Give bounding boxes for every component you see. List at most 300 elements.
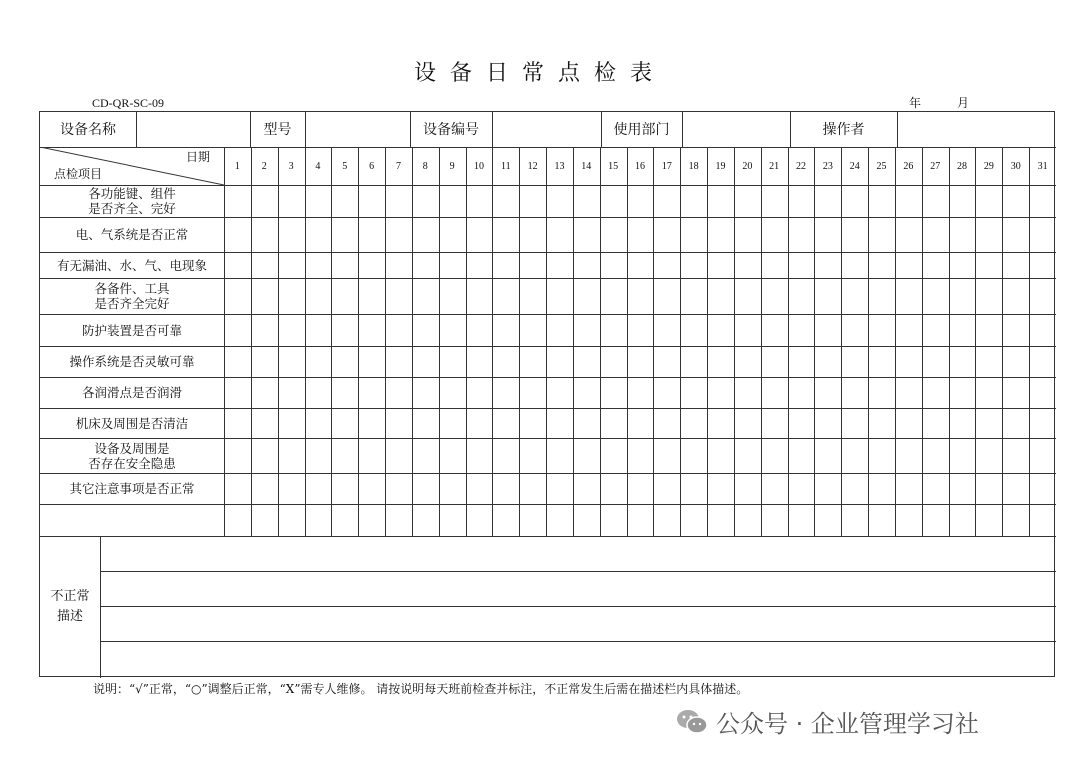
check-cell[interactable]: [707, 408, 734, 438]
check-cell[interactable]: [546, 346, 573, 377]
check-cell[interactable]: [734, 346, 761, 377]
check-cell[interactable]: [1029, 185, 1056, 217]
check-cell[interactable]: [1002, 185, 1029, 217]
check-cell[interactable]: [680, 438, 707, 473]
check-cell[interactable]: [761, 438, 788, 473]
check-cell[interactable]: [492, 252, 519, 278]
check-cell[interactable]: [224, 504, 251, 536]
check-cell[interactable]: [600, 217, 627, 252]
check-cell[interactable]: [492, 473, 519, 504]
check-cell[interactable]: [788, 278, 815, 314]
check-cell[interactable]: [546, 504, 573, 536]
check-cell[interactable]: [1002, 408, 1029, 438]
check-cell[interactable]: [331, 473, 358, 504]
check-cell[interactable]: [653, 314, 680, 346]
check-cell[interactable]: [949, 408, 976, 438]
check-cell[interactable]: [868, 408, 895, 438]
check-cell[interactable]: [1002, 252, 1029, 278]
check-cell[interactable]: [224, 473, 251, 504]
check-cell[interactable]: [734, 473, 761, 504]
check-cell[interactable]: [707, 278, 734, 314]
header-field-value[interactable]: [682, 112, 790, 147]
check-cell[interactable]: [358, 377, 385, 408]
check-cell[interactable]: [734, 408, 761, 438]
check-cell[interactable]: [653, 408, 680, 438]
check-cell[interactable]: [841, 408, 868, 438]
check-cell[interactable]: [412, 217, 439, 252]
check-cell[interactable]: [224, 252, 251, 278]
check-cell[interactable]: [922, 185, 949, 217]
check-cell[interactable]: [680, 408, 707, 438]
check-cell[interactable]: [600, 278, 627, 314]
check-cell[interactable]: [331, 438, 358, 473]
check-cell[interactable]: [492, 278, 519, 314]
check-cell[interactable]: [627, 377, 654, 408]
check-cell[interactable]: [975, 314, 1002, 346]
check-cell[interactable]: [1002, 438, 1029, 473]
check-cell[interactable]: [412, 346, 439, 377]
check-cell[interactable]: [814, 504, 841, 536]
check-cell[interactable]: [734, 314, 761, 346]
check-cell[interactable]: [492, 217, 519, 252]
check-cell[interactable]: [546, 314, 573, 346]
check-cell[interactable]: [975, 217, 1002, 252]
check-cell[interactable]: [788, 504, 815, 536]
check-cell[interactable]: [814, 217, 841, 252]
abnormal-description-line[interactable]: [100, 606, 1056, 641]
check-cell[interactable]: [949, 217, 976, 252]
check-cell[interactable]: [412, 377, 439, 408]
check-cell[interactable]: [331, 408, 358, 438]
check-cell[interactable]: [278, 252, 305, 278]
check-cell[interactable]: [868, 314, 895, 346]
check-cell[interactable]: [600, 438, 627, 473]
check-cell[interactable]: [600, 377, 627, 408]
check-cell[interactable]: [949, 346, 976, 377]
check-cell[interactable]: [895, 377, 922, 408]
check-cell[interactable]: [814, 185, 841, 217]
check-cell[interactable]: [734, 377, 761, 408]
check-cell[interactable]: [358, 217, 385, 252]
check-cell[interactable]: [492, 438, 519, 473]
check-cell[interactable]: [573, 438, 600, 473]
check-cell[interactable]: [680, 473, 707, 504]
header-field-value[interactable]: [305, 112, 410, 147]
check-cell[interactable]: [949, 377, 976, 408]
check-cell[interactable]: [975, 504, 1002, 536]
check-cell[interactable]: [707, 377, 734, 408]
check-cell[interactable]: [707, 438, 734, 473]
check-cell[interactable]: [412, 408, 439, 438]
check-cell[interactable]: [546, 438, 573, 473]
check-cell[interactable]: [761, 377, 788, 408]
check-cell[interactable]: [788, 346, 815, 377]
check-cell[interactable]: [278, 408, 305, 438]
check-cell[interactable]: [439, 278, 466, 314]
check-cell[interactable]: [439, 504, 466, 536]
check-cell[interactable]: [975, 438, 1002, 473]
check-cell[interactable]: [492, 314, 519, 346]
check-cell[interactable]: [895, 346, 922, 377]
check-cell[interactable]: [600, 252, 627, 278]
check-cell[interactable]: [922, 278, 949, 314]
check-cell[interactable]: [573, 185, 600, 217]
check-cell[interactable]: [439, 217, 466, 252]
check-cell[interactable]: [573, 473, 600, 504]
check-cell[interactable]: [519, 346, 546, 377]
check-cell[interactable]: [1002, 346, 1029, 377]
check-cell[interactable]: [385, 314, 412, 346]
check-cell[interactable]: [439, 408, 466, 438]
check-cell[interactable]: [573, 504, 600, 536]
check-cell[interactable]: [761, 408, 788, 438]
check-cell[interactable]: [466, 504, 493, 536]
check-cell[interactable]: [305, 346, 332, 377]
check-cell[interactable]: [251, 408, 278, 438]
check-cell[interactable]: [627, 278, 654, 314]
check-cell[interactable]: [546, 377, 573, 408]
check-cell[interactable]: [278, 504, 305, 536]
check-cell[interactable]: [975, 473, 1002, 504]
check-cell[interactable]: [573, 217, 600, 252]
check-cell[interactable]: [734, 278, 761, 314]
check-cell[interactable]: [412, 185, 439, 217]
check-cell[interactable]: [761, 185, 788, 217]
check-cell[interactable]: [707, 314, 734, 346]
header-field-value[interactable]: [492, 112, 601, 147]
check-cell[interactable]: [895, 278, 922, 314]
check-cell[interactable]: [734, 504, 761, 536]
check-cell[interactable]: [519, 217, 546, 252]
check-cell[interactable]: [439, 314, 466, 346]
check-cell[interactable]: [680, 252, 707, 278]
check-cell[interactable]: [466, 377, 493, 408]
check-cell[interactable]: [466, 346, 493, 377]
check-cell[interactable]: [788, 217, 815, 252]
check-cell[interactable]: [492, 408, 519, 438]
check-cell[interactable]: [949, 185, 976, 217]
check-cell[interactable]: [627, 252, 654, 278]
check-cell[interactable]: [492, 504, 519, 536]
check-cell[interactable]: [975, 377, 1002, 408]
check-cell[interactable]: [1029, 252, 1056, 278]
check-cell[interactable]: [358, 185, 385, 217]
check-cell[interactable]: [922, 346, 949, 377]
check-cell[interactable]: [305, 278, 332, 314]
check-cell[interactable]: [1002, 504, 1029, 536]
check-cell[interactable]: [519, 438, 546, 473]
check-cell[interactable]: [600, 346, 627, 377]
check-cell[interactable]: [627, 438, 654, 473]
check-cell[interactable]: [251, 252, 278, 278]
check-cell[interactable]: [868, 438, 895, 473]
check-cell[interactable]: [761, 504, 788, 536]
check-cell[interactable]: [305, 217, 332, 252]
check-cell[interactable]: [412, 278, 439, 314]
check-cell[interactable]: [519, 473, 546, 504]
check-cell[interactable]: [305, 185, 332, 217]
check-cell[interactable]: [519, 252, 546, 278]
check-cell[interactable]: [224, 185, 251, 217]
check-cell[interactable]: [358, 278, 385, 314]
check-cell[interactable]: [949, 504, 976, 536]
check-cell[interactable]: [761, 314, 788, 346]
check-cell[interactable]: [519, 377, 546, 408]
check-cell[interactable]: [385, 438, 412, 473]
abnormal-description-line[interactable]: [100, 571, 1056, 606]
check-cell[interactable]: [224, 346, 251, 377]
check-cell[interactable]: [251, 346, 278, 377]
check-cell[interactable]: [331, 314, 358, 346]
check-cell[interactable]: [305, 438, 332, 473]
check-cell[interactable]: [305, 408, 332, 438]
check-cell[interactable]: [653, 377, 680, 408]
check-cell[interactable]: [358, 314, 385, 346]
check-cell[interactable]: [949, 278, 976, 314]
abnormal-description-line[interactable]: [100, 536, 1056, 571]
check-cell[interactable]: [868, 278, 895, 314]
check-cell[interactable]: [841, 473, 868, 504]
check-cell[interactable]: [949, 252, 976, 278]
check-cell[interactable]: [600, 185, 627, 217]
check-cell[interactable]: [680, 377, 707, 408]
check-cell[interactable]: [895, 473, 922, 504]
check-cell[interactable]: [707, 473, 734, 504]
check-cell[interactable]: [224, 408, 251, 438]
check-cell[interactable]: [358, 438, 385, 473]
check-cell[interactable]: [1029, 278, 1056, 314]
check-cell[interactable]: [1002, 314, 1029, 346]
check-cell[interactable]: [868, 346, 895, 377]
check-cell[interactable]: [251, 314, 278, 346]
check-cell[interactable]: [305, 377, 332, 408]
check-cell[interactable]: [814, 314, 841, 346]
check-cell[interactable]: [466, 408, 493, 438]
check-cell[interactable]: [251, 185, 278, 217]
check-cell[interactable]: [627, 217, 654, 252]
check-cell[interactable]: [922, 504, 949, 536]
check-cell[interactable]: [922, 408, 949, 438]
check-cell[interactable]: [680, 278, 707, 314]
check-cell[interactable]: [680, 504, 707, 536]
check-cell[interactable]: [331, 377, 358, 408]
check-cell[interactable]: [224, 377, 251, 408]
check-cell[interactable]: [1029, 438, 1056, 473]
check-cell[interactable]: [278, 438, 305, 473]
check-cell[interactable]: [439, 438, 466, 473]
check-cell[interactable]: [358, 346, 385, 377]
check-cell[interactable]: [841, 346, 868, 377]
check-cell[interactable]: [868, 252, 895, 278]
check-cell[interactable]: [949, 314, 976, 346]
check-cell[interactable]: [466, 314, 493, 346]
check-cell[interactable]: [922, 252, 949, 278]
check-cell[interactable]: [707, 185, 734, 217]
check-cell[interactable]: [653, 346, 680, 377]
check-cell[interactable]: [1029, 377, 1056, 408]
check-cell[interactable]: [385, 346, 412, 377]
check-cell[interactable]: [653, 185, 680, 217]
check-cell[interactable]: [251, 377, 278, 408]
check-cell[interactable]: [573, 252, 600, 278]
check-cell[interactable]: [895, 185, 922, 217]
check-cell[interactable]: [305, 252, 332, 278]
check-cell[interactable]: [439, 346, 466, 377]
check-cell[interactable]: [975, 346, 1002, 377]
check-cell[interactable]: [975, 252, 1002, 278]
check-cell[interactable]: [868, 217, 895, 252]
check-cell[interactable]: [734, 438, 761, 473]
check-cell[interactable]: [975, 185, 1002, 217]
check-cell[interactable]: [278, 185, 305, 217]
check-cell[interactable]: [868, 473, 895, 504]
check-cell[interactable]: [546, 252, 573, 278]
check-cell[interactable]: [868, 185, 895, 217]
check-cell[interactable]: [627, 504, 654, 536]
check-cell[interactable]: [680, 185, 707, 217]
check-cell[interactable]: [573, 314, 600, 346]
check-cell[interactable]: [653, 278, 680, 314]
check-cell[interactable]: [814, 346, 841, 377]
check-cell[interactable]: [385, 252, 412, 278]
check-cell[interactable]: [653, 252, 680, 278]
abnormal-description-line[interactable]: [100, 641, 1056, 678]
check-cell[interactable]: [331, 504, 358, 536]
check-cell[interactable]: [841, 252, 868, 278]
check-cell[interactable]: [627, 314, 654, 346]
check-cell[interactable]: [707, 217, 734, 252]
check-cell[interactable]: [788, 473, 815, 504]
check-cell[interactable]: [653, 438, 680, 473]
check-cell[interactable]: [278, 377, 305, 408]
check-cell[interactable]: [600, 408, 627, 438]
check-cell[interactable]: [1002, 217, 1029, 252]
check-cell[interactable]: [358, 408, 385, 438]
check-cell[interactable]: [841, 504, 868, 536]
check-cell[interactable]: [492, 346, 519, 377]
check-cell[interactable]: [331, 346, 358, 377]
check-cell[interactable]: [385, 504, 412, 536]
check-cell[interactable]: [358, 252, 385, 278]
check-cell[interactable]: [949, 438, 976, 473]
check-cell[interactable]: [546, 278, 573, 314]
check-cell[interactable]: [841, 217, 868, 252]
check-cell[interactable]: [1002, 377, 1029, 408]
check-cell[interactable]: [680, 346, 707, 377]
check-cell[interactable]: [788, 438, 815, 473]
check-cell[interactable]: [788, 377, 815, 408]
check-cell[interactable]: [1029, 504, 1056, 536]
check-cell[interactable]: [439, 377, 466, 408]
check-cell[interactable]: [331, 252, 358, 278]
check-cell[interactable]: [1029, 473, 1056, 504]
check-cell[interactable]: [251, 278, 278, 314]
check-cell[interactable]: [385, 185, 412, 217]
check-cell[interactable]: [707, 252, 734, 278]
header-field-value[interactable]: [136, 112, 250, 147]
check-cell[interactable]: [868, 504, 895, 536]
check-cell[interactable]: [224, 314, 251, 346]
header-field-value[interactable]: [897, 112, 1056, 147]
check-cell[interactable]: [841, 377, 868, 408]
check-cell[interactable]: [358, 473, 385, 504]
check-cell[interactable]: [975, 278, 1002, 314]
check-cell[interactable]: [278, 278, 305, 314]
check-cell[interactable]: [895, 408, 922, 438]
check-cell[interactable]: [492, 377, 519, 408]
check-cell[interactable]: [412, 252, 439, 278]
check-cell[interactable]: [707, 346, 734, 377]
check-cell[interactable]: [922, 377, 949, 408]
check-cell[interactable]: [251, 438, 278, 473]
check-cell[interactable]: [331, 185, 358, 217]
check-cell[interactable]: [788, 185, 815, 217]
check-cell[interactable]: [895, 438, 922, 473]
check-cell[interactable]: [466, 252, 493, 278]
check-cell[interactable]: [519, 504, 546, 536]
check-cell[interactable]: [573, 346, 600, 377]
check-cell[interactable]: [439, 252, 466, 278]
check-cell[interactable]: [251, 473, 278, 504]
check-cell[interactable]: [466, 473, 493, 504]
check-cell[interactable]: [224, 438, 251, 473]
check-cell[interactable]: [895, 314, 922, 346]
check-cell[interactable]: [224, 217, 251, 252]
check-cell[interactable]: [895, 252, 922, 278]
check-cell[interactable]: [627, 408, 654, 438]
check-cell[interactable]: [466, 217, 493, 252]
check-cell[interactable]: [627, 346, 654, 377]
check-cell[interactable]: [1029, 314, 1056, 346]
check-cell[interactable]: [841, 278, 868, 314]
check-cell[interactable]: [895, 217, 922, 252]
check-cell[interactable]: [358, 504, 385, 536]
check-cell[interactable]: [412, 314, 439, 346]
check-cell[interactable]: [761, 217, 788, 252]
check-cell[interactable]: [466, 185, 493, 217]
check-cell[interactable]: [573, 278, 600, 314]
check-cell[interactable]: [1029, 217, 1056, 252]
check-cell[interactable]: [949, 473, 976, 504]
check-cell[interactable]: [305, 504, 332, 536]
check-cell[interactable]: [305, 473, 332, 504]
check-cell[interactable]: [761, 252, 788, 278]
check-cell[interactable]: [1002, 278, 1029, 314]
check-cell[interactable]: [895, 504, 922, 536]
check-cell[interactable]: [922, 217, 949, 252]
check-cell[interactable]: [841, 185, 868, 217]
check-cell[interactable]: [627, 185, 654, 217]
check-cell[interactable]: [278, 473, 305, 504]
check-cell[interactable]: [788, 314, 815, 346]
check-cell[interactable]: [519, 314, 546, 346]
check-cell[interactable]: [519, 408, 546, 438]
check-cell[interactable]: [385, 408, 412, 438]
check-cell[interactable]: [922, 438, 949, 473]
check-cell[interactable]: [1002, 473, 1029, 504]
check-cell[interactable]: [1029, 346, 1056, 377]
check-cell[interactable]: [814, 438, 841, 473]
check-cell[interactable]: [412, 504, 439, 536]
check-cell[interactable]: [278, 346, 305, 377]
check-cell[interactable]: [734, 185, 761, 217]
check-cell[interactable]: [814, 252, 841, 278]
check-cell[interactable]: [761, 473, 788, 504]
check-cell[interactable]: [412, 438, 439, 473]
check-cell[interactable]: [466, 438, 493, 473]
check-cell[interactable]: [278, 314, 305, 346]
check-cell[interactable]: [734, 217, 761, 252]
